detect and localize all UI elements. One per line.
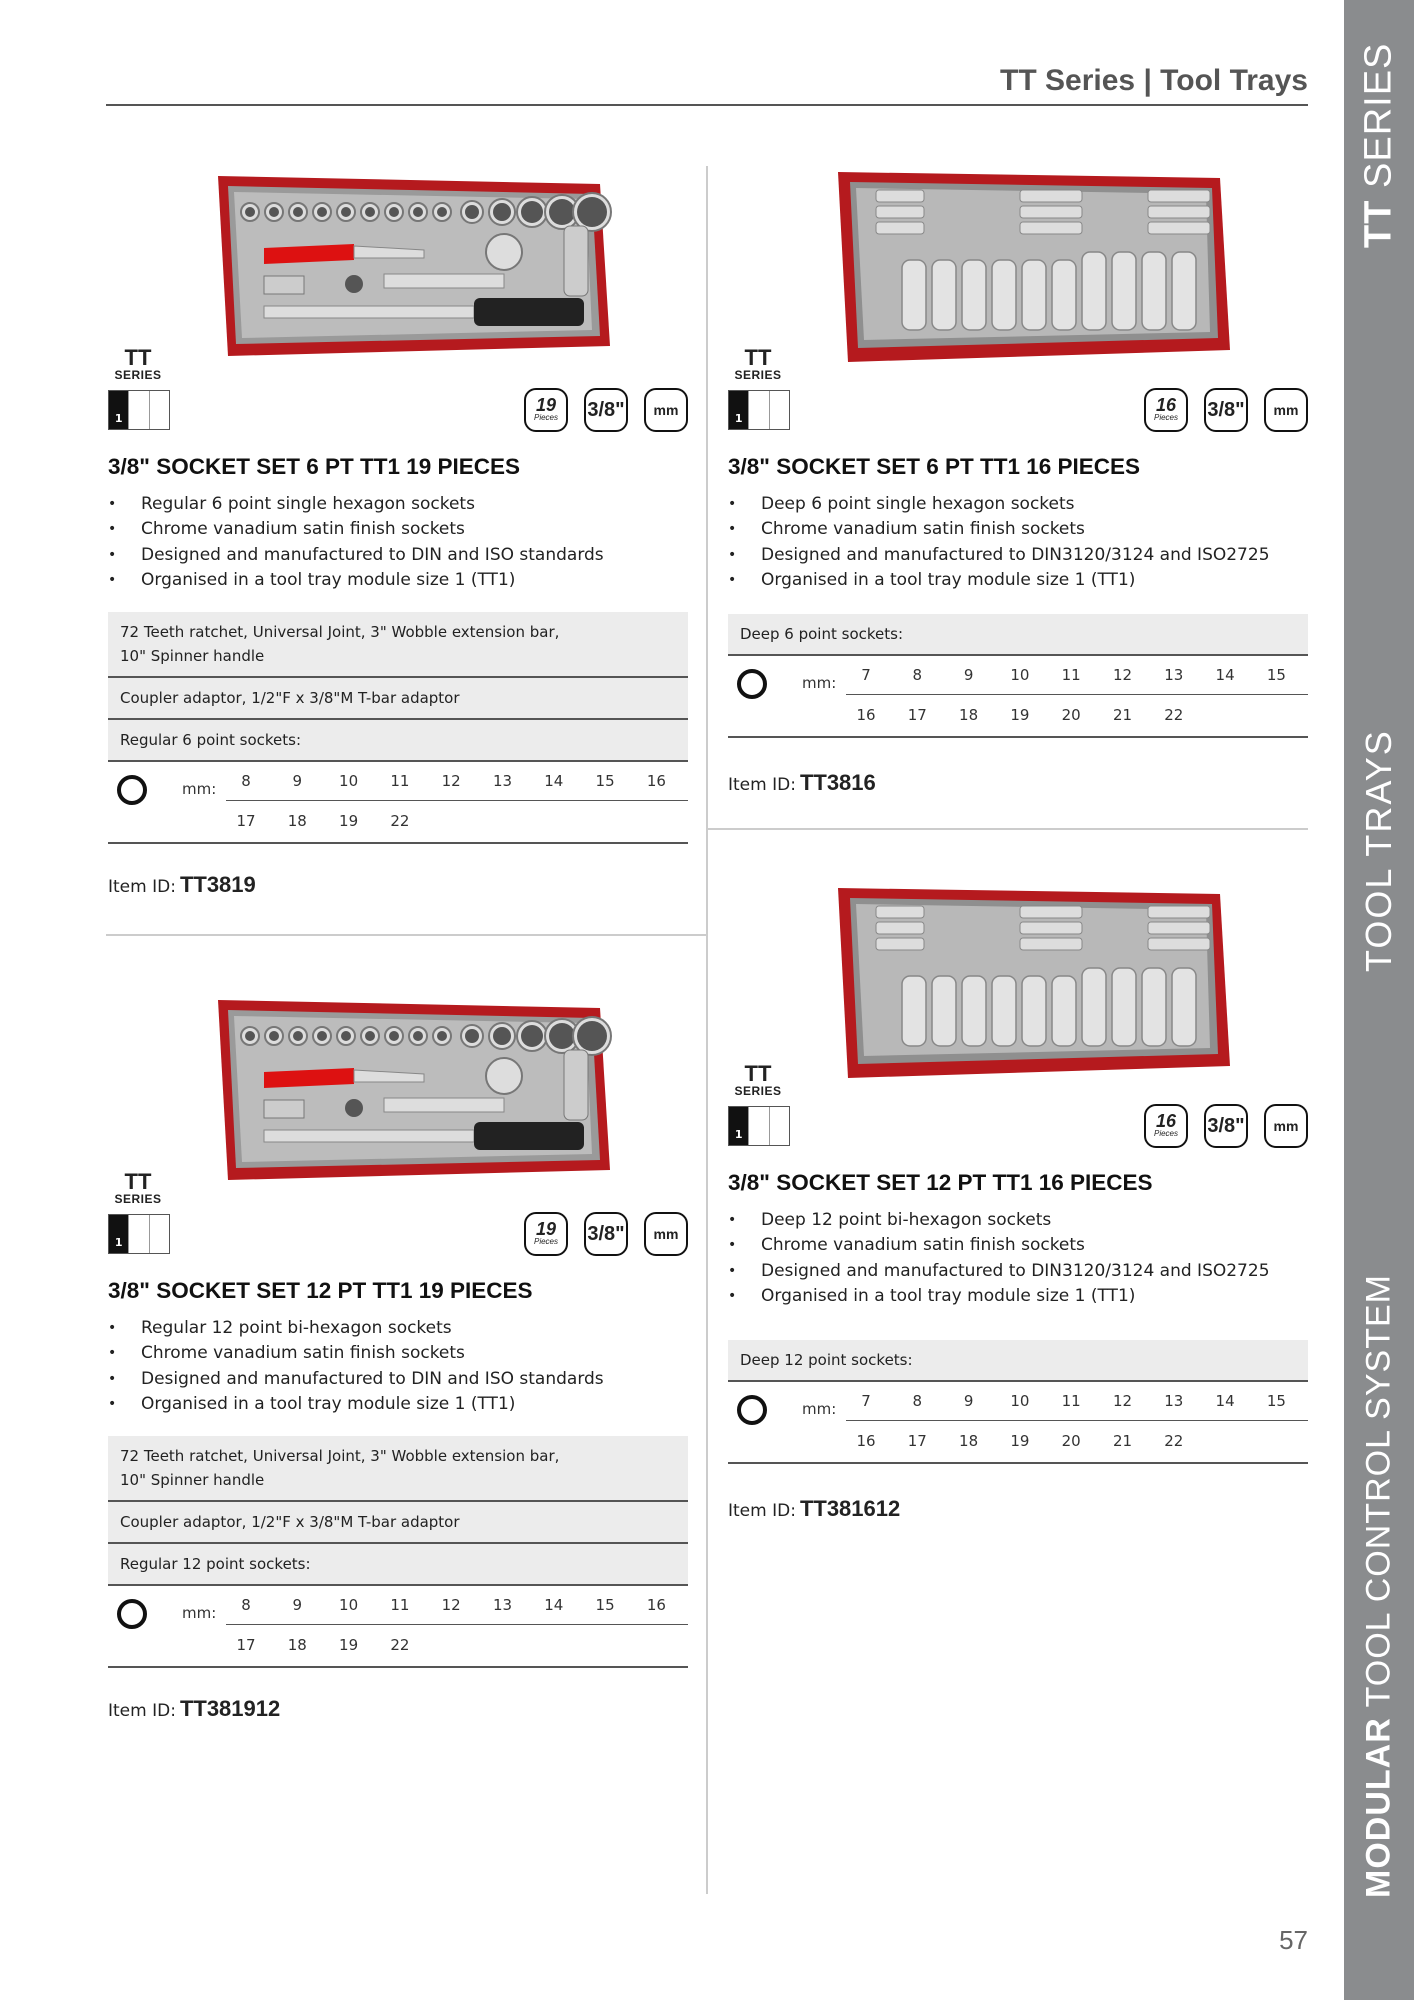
spec-badges (1144, 388, 1308, 432)
socket-size: 17 (236, 812, 256, 830)
socket-size: 8 (241, 1596, 251, 1614)
socket-size: 18 (959, 1432, 979, 1450)
metric-badge: mm (1264, 1104, 1308, 1148)
socket-size: 13 (1164, 1392, 1184, 1410)
socket-size: 17 (907, 706, 927, 724)
mm-label: mm: (802, 674, 837, 692)
socket-size: 15 (1266, 1392, 1286, 1410)
socket-size: 16 (856, 706, 876, 724)
socket-size: 14 (544, 772, 564, 790)
spec-table (108, 612, 688, 844)
socket-size: 11 (1061, 1392, 1081, 1410)
socket-size: 16 (646, 1596, 666, 1614)
socket-size: 9 (963, 666, 974, 684)
feature-item: • Chrome vanadium satin finish sockets (728, 1233, 1308, 1258)
socket-size: 22 (1164, 706, 1184, 724)
components-row: Coupler adaptor, 1/2"F x 3/8"M T-bar adaptor (108, 678, 688, 720)
sizes-row-1 (226, 1586, 688, 1625)
item-code: TT381912 (179, 1696, 281, 1721)
socket-tray-image (824, 882, 1234, 1082)
socket-icon (116, 774, 148, 806)
socket-size: 18 (959, 706, 979, 724)
sizes-row-1 (846, 1382, 1308, 1421)
socket-size: 19 (339, 1636, 359, 1654)
socket-size: 16 (646, 772, 666, 790)
socket-size: 7 (861, 666, 871, 684)
feature-list (108, 492, 688, 593)
feature-item: • Regular 12 point bi-hexagon sockets (108, 1316, 688, 1341)
socket-size: 14 (1215, 666, 1235, 684)
page-title: TT Series | Tool Trays (1000, 64, 1308, 97)
socket-size: 14 (544, 1596, 564, 1614)
module-size-icon: 1 (728, 390, 790, 430)
socket-icon (736, 1394, 768, 1426)
item-id: Item ID: TT3819 (108, 872, 256, 897)
tt-series-logo: TT SERIES 1 (728, 348, 794, 430)
socket-sizes (108, 762, 688, 844)
components-row: Coupler adaptor, 1/2"F x 3/8"M T-bar adaptor (108, 1502, 688, 1544)
socket-sizes (728, 656, 1308, 738)
spec-badges (524, 1212, 688, 1256)
socket-size: 12 (1112, 666, 1133, 684)
socket-size: 12 (441, 1596, 461, 1614)
item-code: TT381612 (799, 1496, 901, 1521)
socket-size: 8 (912, 666, 923, 684)
feature-item: • Organised in a tool tray module size 1 (TT1) (728, 1284, 1308, 1309)
item-id: Item ID: TT381912 (108, 1696, 281, 1721)
socket-size: 20 (1061, 1432, 1081, 1450)
feature-item: • Designed and manufactured to DIN and ISO standards (108, 543, 688, 568)
socket-size: 8 (241, 772, 251, 790)
feature-list (108, 1316, 688, 1417)
socket-sizes (108, 1586, 688, 1668)
socket-size: 18 (287, 1636, 307, 1654)
feature-list (728, 1208, 1308, 1309)
drive-size-badge: 3/8" (584, 1212, 628, 1256)
socket-size: 22 (1164, 1432, 1184, 1450)
feature-list (728, 492, 1308, 593)
socket-size: 11 (390, 772, 410, 790)
feature-item: • Deep 6 point single hexagon sockets (728, 492, 1308, 517)
mm-label: mm: (182, 780, 217, 798)
socket-size: 16 (856, 1432, 876, 1450)
module-size-icon: 1 (108, 1214, 170, 1254)
socket-size: 13 (492, 772, 513, 790)
metric-badge: mm (644, 388, 688, 432)
item-id: Item ID: TT3816 (728, 770, 876, 795)
metric-badge: mm (644, 1212, 688, 1256)
socket-size: 21 (1112, 706, 1133, 724)
item-id: Item ID: TT381612 (728, 1496, 901, 1521)
socket-size: 19 (1010, 706, 1030, 724)
socket-size: 17 (236, 1636, 256, 1654)
pieces-badge: 19 Pieces (524, 388, 568, 432)
sizes-row-2 (226, 1626, 688, 1664)
socket-size: 21 (1112, 1432, 1133, 1450)
socket-size: 15 (595, 1596, 615, 1614)
socket-tray-image (204, 990, 614, 1190)
sizes-row-1 (226, 762, 688, 801)
socket-size: 7 (861, 1392, 871, 1410)
socket-size: 10 (339, 1596, 359, 1614)
socket-tray-image (824, 166, 1234, 366)
socket-size: 22 (390, 812, 410, 830)
socket-size: 13 (492, 1596, 513, 1614)
feature-item: • Deep 12 point bi-hexagon sockets (728, 1208, 1308, 1233)
spec-badges (1144, 1104, 1308, 1148)
feature-item: • Organised in a tool tray module size 1 (TT1) (108, 568, 688, 593)
socket-size: 11 (390, 1596, 410, 1614)
socket-size: 14 (1215, 1392, 1235, 1410)
item-code: TT3819 (179, 872, 256, 897)
sockets-label-row: Deep 6 point sockets: (728, 614, 1308, 656)
pieces-badge: 16 Pieces (1144, 1104, 1188, 1148)
sockets-label-row: Regular 12 point sockets: (108, 1544, 688, 1586)
socket-size: 18 (287, 812, 307, 830)
sizes-row-2 (846, 696, 1308, 734)
drive-size-badge: 3/8" (1204, 388, 1248, 432)
feature-item: • Chrome vanadium satin finish sockets (108, 517, 688, 542)
spec-table (108, 1436, 688, 1668)
feature-item: • Designed and manufactured to DIN and ISO standards (108, 1367, 688, 1392)
socket-icon (116, 1598, 148, 1630)
socket-icon (736, 668, 768, 700)
product-title: 3/8" SOCKET SET 6 PT TT1 16 PIECES (728, 454, 1141, 479)
module-size-icon: 1 (108, 390, 170, 430)
socket-size: 22 (390, 1636, 410, 1654)
socket-size: 9 (292, 1596, 303, 1614)
socket-size: 11 (1061, 666, 1081, 684)
header-rule (106, 104, 1308, 106)
tt-series-logo: TT SERIES 1 (728, 1064, 794, 1146)
column-divider (706, 166, 708, 1894)
socket-size: 15 (595, 772, 615, 790)
components-row: 72 Teeth ratchet, Universal Joint, 3" Wobble extension bar, 10" Spinner handle (108, 1436, 688, 1502)
feature-item: • Organised in a tool tray module size 1 (TT1) (108, 1392, 688, 1417)
socket-size: 12 (441, 772, 461, 790)
pieces-badge: 16 Pieces (1144, 388, 1188, 432)
product-title: 3/8" SOCKET SET 12 PT TT1 16 PIECES (728, 1170, 1153, 1195)
side-label-tool-trays: TOOL TRAYS (1358, 729, 1399, 972)
feature-item: • Designed and manufactured to DIN3120/3124 and ISO2725 (728, 543, 1308, 568)
pieces-badge: 19 Pieces (524, 1212, 568, 1256)
socket-size: 13 (1164, 666, 1184, 684)
item-code: TT3816 (799, 770, 876, 795)
socket-size: 17 (907, 1432, 927, 1450)
spec-table (728, 1340, 1308, 1464)
row-divider-right (708, 828, 1308, 830)
socket-size: 19 (339, 812, 359, 830)
side-label-modular: MODULAR TOOL CONTROL SYSTEM (1359, 1274, 1398, 1898)
drive-size-badge: 3/8" (1204, 1104, 1248, 1148)
tt-series-logo: TT SERIES 1 (108, 348, 174, 430)
drive-size-badge: 3/8" (584, 388, 628, 432)
metric-badge: mm (1264, 388, 1308, 432)
socket-size: 10 (1010, 1392, 1030, 1410)
sizes-row-2 (846, 1422, 1308, 1460)
socket-size: 8 (912, 1392, 923, 1410)
sockets-label-row: Deep 12 point sockets: (728, 1340, 1308, 1382)
side-label-tt-series: TT SERIES (1357, 42, 1400, 248)
spec-badges (524, 388, 688, 432)
sizes-row-1 (846, 656, 1308, 695)
socket-size: 12 (1112, 1392, 1133, 1410)
product-title: 3/8" SOCKET SET 6 PT TT1 19 PIECES (108, 454, 521, 479)
sizes-row-2 (226, 802, 688, 840)
mm-label: mm: (182, 1604, 217, 1622)
feature-item: • Designed and manufactured to DIN3120/3124 and ISO2725 (728, 1259, 1308, 1284)
socket-size: 10 (339, 772, 359, 790)
page-number: 57 (1279, 1925, 1308, 1955)
socket-size: 20 (1061, 706, 1081, 724)
socket-size: 15 (1266, 666, 1286, 684)
components-row: 72 Teeth ratchet, Universal Joint, 3" Wobble extension bar, 10" Spinner handle (108, 612, 688, 678)
spec-table (728, 614, 1308, 738)
product-title: 3/8" SOCKET SET 12 PT TT1 19 PIECES (108, 1278, 533, 1303)
socket-tray-image (204, 166, 614, 366)
feature-item: • Organised in a tool tray module size 1 (TT1) (728, 568, 1308, 593)
sockets-label-row: Regular 6 point sockets: (108, 720, 688, 762)
socket-size: 9 (963, 1392, 974, 1410)
feature-item: • Chrome vanadium satin finish sockets (728, 517, 1308, 542)
mm-label: mm: (802, 1400, 837, 1418)
feature-item: • Chrome vanadium satin finish sockets (108, 1341, 688, 1366)
tt-series-logo: TT SERIES 1 (108, 1172, 174, 1254)
socket-sizes (728, 1382, 1308, 1464)
feature-item: • Regular 6 point single hexagon sockets (108, 492, 688, 517)
module-size-icon: 1 (728, 1106, 790, 1146)
row-divider-left (106, 934, 706, 936)
socket-size: 19 (1010, 1432, 1030, 1450)
socket-size: 9 (292, 772, 303, 790)
socket-size: 10 (1010, 666, 1030, 684)
